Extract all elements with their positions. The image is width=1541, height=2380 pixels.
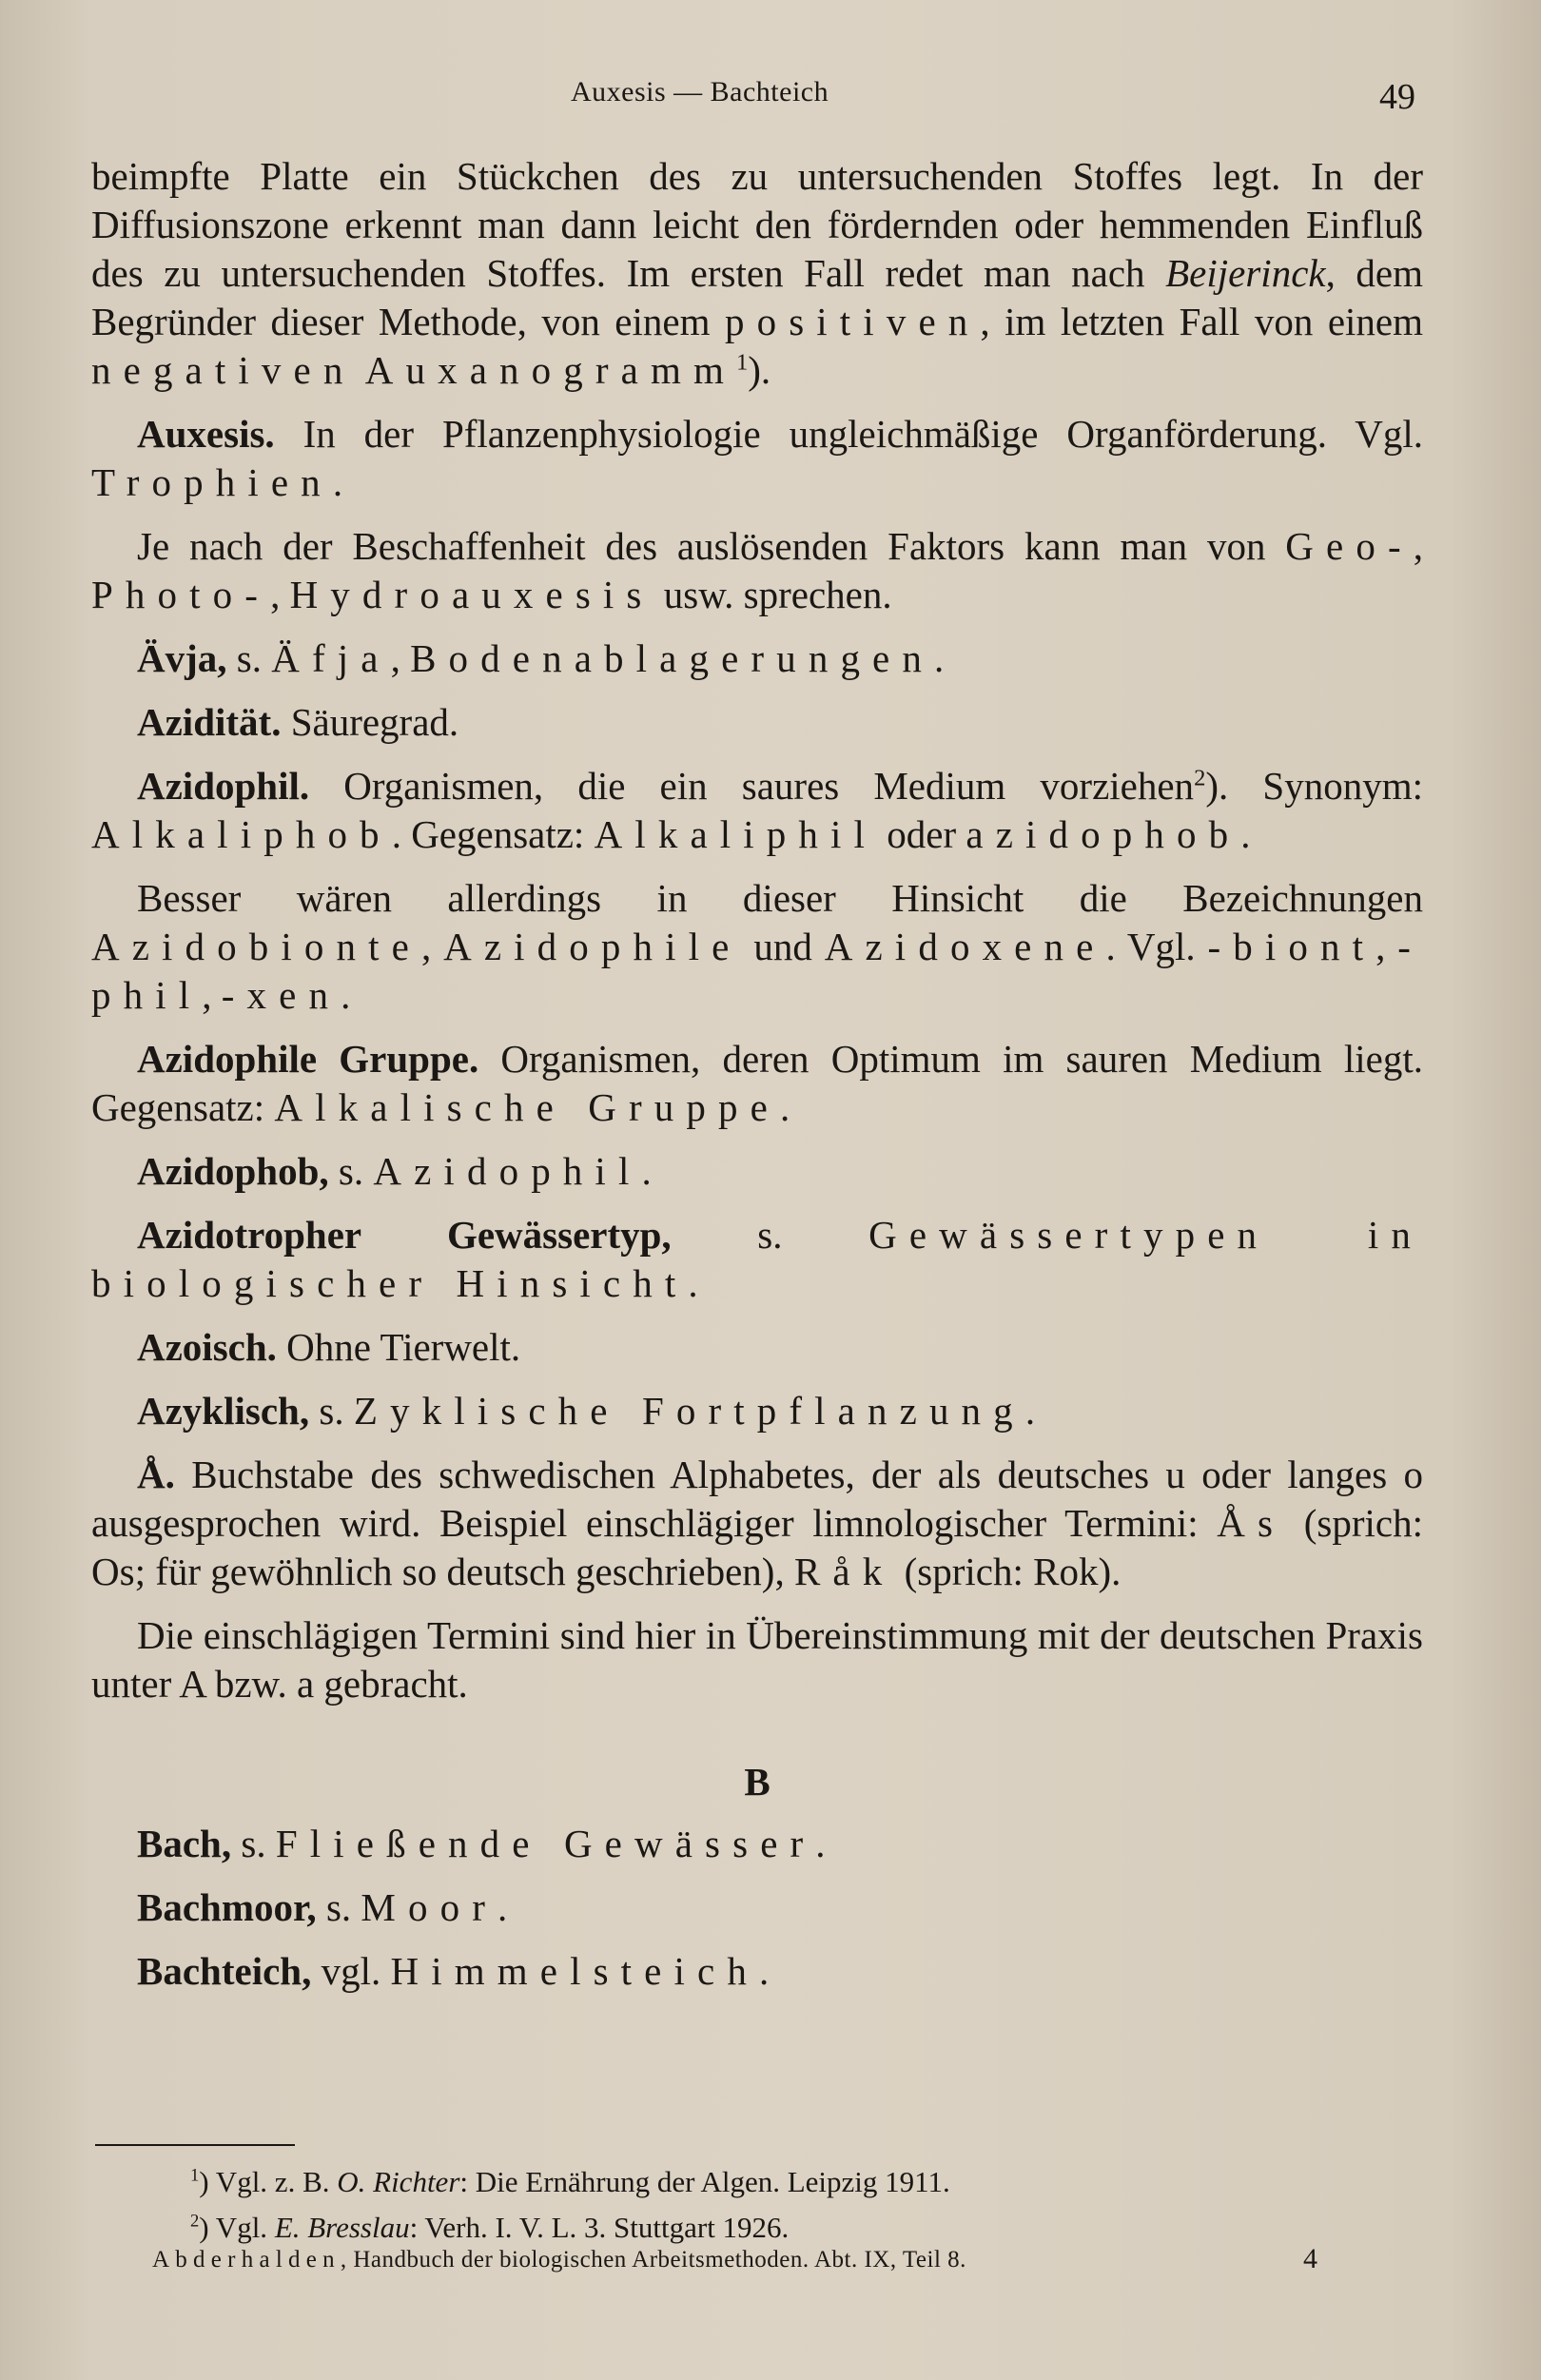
entry-azidotropher-gewassertyp: Azidotropher Gewässertyp, s. Gewässertypen in biologischer Hinsicht. xyxy=(91,1213,1423,1305)
entry-azoisch: Azoisch. Ohne Tierwelt. xyxy=(137,1325,521,1369)
footnote-ref: 2 xyxy=(1194,765,1206,791)
entry-azyklisch: Azyklisch, s. Zyklische Fortpflanzung. xyxy=(137,1389,1036,1433)
entry-term: Azidophil. xyxy=(137,764,310,808)
dictionary-body xyxy=(91,152,1423,1996)
entry-term: Azidophile Gruppe. xyxy=(137,1037,479,1081)
entry-auxesis-note: Je nach der Beschaffenheit des auslösenden Faktors kann man von Geo-, Photo-, Hydroauxesis usw. sprechen. xyxy=(91,524,1423,616)
footnote-divider xyxy=(95,2144,295,2146)
entry-term: Å. xyxy=(137,1453,175,1496)
running-head: Auxesis — Bachteich xyxy=(571,76,829,107)
footnote-ref: 1 xyxy=(735,349,749,376)
entry-term: Bachmoor, xyxy=(137,1885,317,1929)
entry-azidophil-note: Besser wären allerdings in dieser Hinsicht die Bezeichnungen Azidobionte, Azidophile und Azidoxene. Vgl. -biont, -phil, -xen. xyxy=(91,876,1424,1017)
entry-a-ring-note: Die einschlägigen Termini sind hier in Übereinstimmung mit der deutschen Praxis unter A bzw. a gebracht. xyxy=(91,1613,1423,1706)
entry-term: Bachteich, xyxy=(137,1949,312,1993)
entry-bach: Bach, s. Fließende Gewässer. xyxy=(137,1822,826,1865)
author-name: E. Bresslau xyxy=(274,2211,410,2244)
author-name: Beijerinck xyxy=(1165,251,1326,295)
footnote: $^2$) Vgl. E. Bresslau: Verh. I. V. L. 3. Stuttgart 1926. xyxy=(190,2211,790,2244)
footnote-mark: 1 xyxy=(190,2165,200,2186)
page-footer xyxy=(152,2247,1389,2273)
footer-title: , Handbuch der biologischen Arbeitsmethoden. Abt. IX, Teil 8. xyxy=(340,2247,966,2273)
entry-bachmoor: Bachmoor, s. Moor. xyxy=(137,1885,508,1929)
entry-azidophil: Azidophil. Organismen, die ein saures Medium vorziehen$^2$). Synonym: Alkaliphob. Gegensatz: Alkaliphil oder azidophob. xyxy=(91,764,1423,856)
entry-azidophile-gruppe: Azidophile Gruppe. Organismen, deren Optimum im sauren Medium liegt. Gegensatz: Alkalische Gruppe. xyxy=(91,1037,1423,1129)
page-header xyxy=(0,68,1541,116)
page-number: 49 xyxy=(1379,77,1415,117)
entry-term: Azyklisch, xyxy=(137,1389,310,1433)
entry-term: Auxesis. xyxy=(137,412,275,456)
entry-bachteich: Bachteich, vgl. Himmelsteich. xyxy=(137,1949,770,1993)
entry-avja: Ävja, s. Äfja, Bodenablagerungen. xyxy=(137,636,945,680)
entry-term: Azoisch. xyxy=(137,1325,277,1369)
entry-azidophob: Azidophob, s. Azidophil. xyxy=(137,1149,652,1193)
footnote: $^1$) Vgl. z. B. O. Richter: Die Ernährung der Algen. Leipzig 1911. xyxy=(190,2165,950,2198)
entry-term: Azidität. xyxy=(137,700,282,744)
section-letter: B xyxy=(744,1760,770,1804)
footer-author: Abderhalden xyxy=(152,2247,341,2273)
author-name: O. Richter xyxy=(337,2165,460,2198)
entry-term: Azidophob, xyxy=(137,1149,329,1193)
sheet-number: 4 xyxy=(1303,2243,1317,2274)
footnotes xyxy=(190,2159,1379,2251)
entry-aziditat: Azidität. Säuregrad. xyxy=(137,700,459,744)
entry-term: Bach, xyxy=(137,1822,232,1865)
intro-paragraph: beimpfte Platte ein Stückchen des zu untersuchenden Stoffes legt. In der Diffusionszone erkennt man dann leicht den fördernden oder hemmenden Einfluß des zu untersuchenden Stoffes. Im ersten Fall redet man nach Beijerinck, dem Begründer dieser Methode, von einem positiven, im letzten Fall von einem negativen Auxanogramm$^1$). xyxy=(91,154,1423,392)
entry-term: Ävja, xyxy=(137,636,227,680)
entry-auxesis: Auxesis. In der Pflanzenphysiologie ungleichmäßige Organförderung. Vgl. Trophien. xyxy=(91,412,1423,504)
footnote-mark: 2 xyxy=(190,2211,200,2232)
entry-term: Azidotropher Gewässertyp, xyxy=(137,1213,672,1257)
entry-a-ring: Å. Buchstabe des schwedischen Alphabetes, der als deutsches u oder langes o ausgesprochen wird. Beispiel einschlägiger limnologischer Termini: Ås (sprich: Os; für gewöhnlich so deutsch geschrieben), Råk (sprich: Rok). xyxy=(91,1453,1423,1593)
